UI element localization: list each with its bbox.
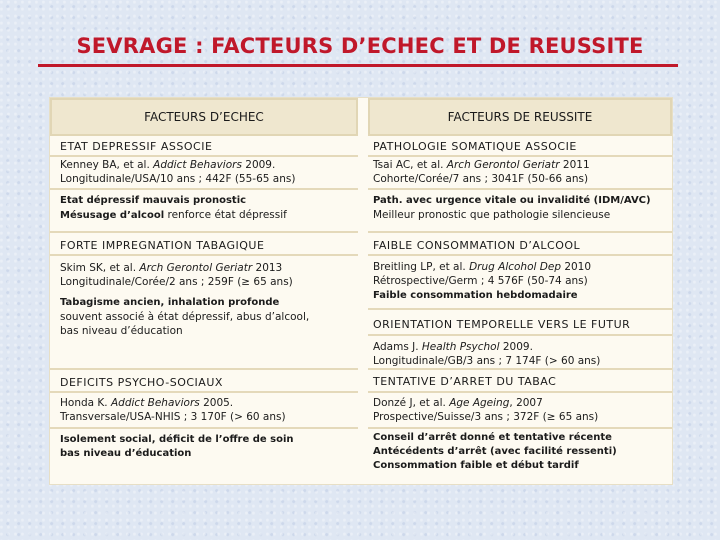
success-factors-column xyxy=(368,98,672,484)
finding: Etat dépressif mauvais pronostic xyxy=(60,195,247,206)
citation: Adams J. Health Psychol 2009. xyxy=(373,341,533,353)
finding: Faible consommation hebdomadaire xyxy=(373,290,578,301)
divider xyxy=(368,254,672,256)
finding: Path. avec urgence vitale ou invalidité (IDM/AVC) xyxy=(373,195,651,206)
divider xyxy=(50,231,358,233)
success-factors-header: FACTEURS DE REUSSITE xyxy=(368,98,672,136)
finding: Tabagisme ancien, inhalation profonde xyxy=(60,297,280,308)
failure-factors-column xyxy=(50,98,358,484)
finding: Consommation faible et début tardif xyxy=(373,460,579,471)
study-design: Cohorte/Corée/7 ans ; 3041F (50-66 ans) xyxy=(373,173,589,185)
study-design: Longitudinale/USA/10 ans ; 442F (55-65 ans) xyxy=(60,173,296,185)
divider xyxy=(50,188,358,190)
content-table xyxy=(50,98,672,484)
divider xyxy=(368,334,672,336)
divider xyxy=(50,155,358,157)
citation: Honda K. Addict Behaviors 2005. xyxy=(60,397,234,409)
divider xyxy=(50,368,358,370)
section-heading: FAIBLE CONSOMMATION D’ALCOOL xyxy=(373,239,581,252)
finding: Meilleur pronostic que pathologie silencieuse xyxy=(373,209,611,221)
title-underline xyxy=(38,64,678,67)
section-heading: TENTATIVE D’ARRET DU TABAC xyxy=(373,375,557,388)
finding: bas niveau d’éducation xyxy=(60,448,192,459)
study-design: Longitudinale/GB/3 ans ; 7 174F (> 60 ans) xyxy=(373,355,601,367)
finding: souvent associé à état dépressif, abus d’alcool, xyxy=(60,311,310,323)
citation: Tsai AC, et al. Arch Gerontol Geriatr 2011 xyxy=(373,159,590,171)
divider xyxy=(368,308,672,310)
finding: Antécédents d’arrêt (avec facilité ressenti) xyxy=(373,446,617,457)
divider xyxy=(368,231,672,233)
finding: bas niveau d’éducation xyxy=(60,325,183,337)
section-heading: PATHOLOGIE SOMATIQUE ASSOCIE xyxy=(373,140,577,153)
divider xyxy=(50,391,358,393)
study-design: Longitudinale/Corée/2 ans ; 259F (≥ 65 ans) xyxy=(60,276,293,288)
section-heading: ETAT DEPRESSIF ASSOCIE xyxy=(60,140,213,153)
finding: Mésusage d’alcool renforce état dépressif xyxy=(60,209,287,221)
divider xyxy=(368,368,672,370)
section-heading: ORIENTATION TEMPORELLE VERS LE FUTUR xyxy=(373,318,631,331)
study-design: Transversale/USA-NHIS ; 3 170F (> 60 ans) xyxy=(60,411,286,423)
study-design: Prospective/Suisse/3 ans ; 372F (≥ 65 ans) xyxy=(373,411,599,423)
citation: Kenney BA, et al. Addict Behaviors 2009. xyxy=(60,159,276,171)
divider xyxy=(50,427,358,429)
finding: Conseil d’arrêt donné et tentative récente xyxy=(373,432,612,443)
section-heading: FORTE IMPREGNATION TABAGIQUE xyxy=(60,239,265,252)
finding: Isolement social, déficit de l’offre de soin xyxy=(60,434,294,445)
citation: Donzé J, et al. Age Ageing, 2007 xyxy=(373,397,543,409)
citation: Skim SK, et al. Arch Gerontol Geriatr 2013 xyxy=(60,262,283,274)
citation: Breitling LP, et al. Drug Alcohol Dep 2010 xyxy=(373,261,592,273)
divider xyxy=(368,427,672,429)
divider xyxy=(368,155,672,157)
failure-factors-header: FACTEURS D’ECHEC xyxy=(50,98,358,136)
divider xyxy=(50,254,358,256)
divider xyxy=(368,188,672,190)
divider xyxy=(368,391,672,393)
section-heading: DEFICITS PSYCHO-SOCIAUX xyxy=(60,376,223,389)
slide-title: SEVRAGE : FACTEURS D’ECHEC ET DE REUSSITE xyxy=(76,34,644,58)
study-design: Rétrospective/Germ ; 4 576F (50-74 ans) xyxy=(373,275,588,287)
